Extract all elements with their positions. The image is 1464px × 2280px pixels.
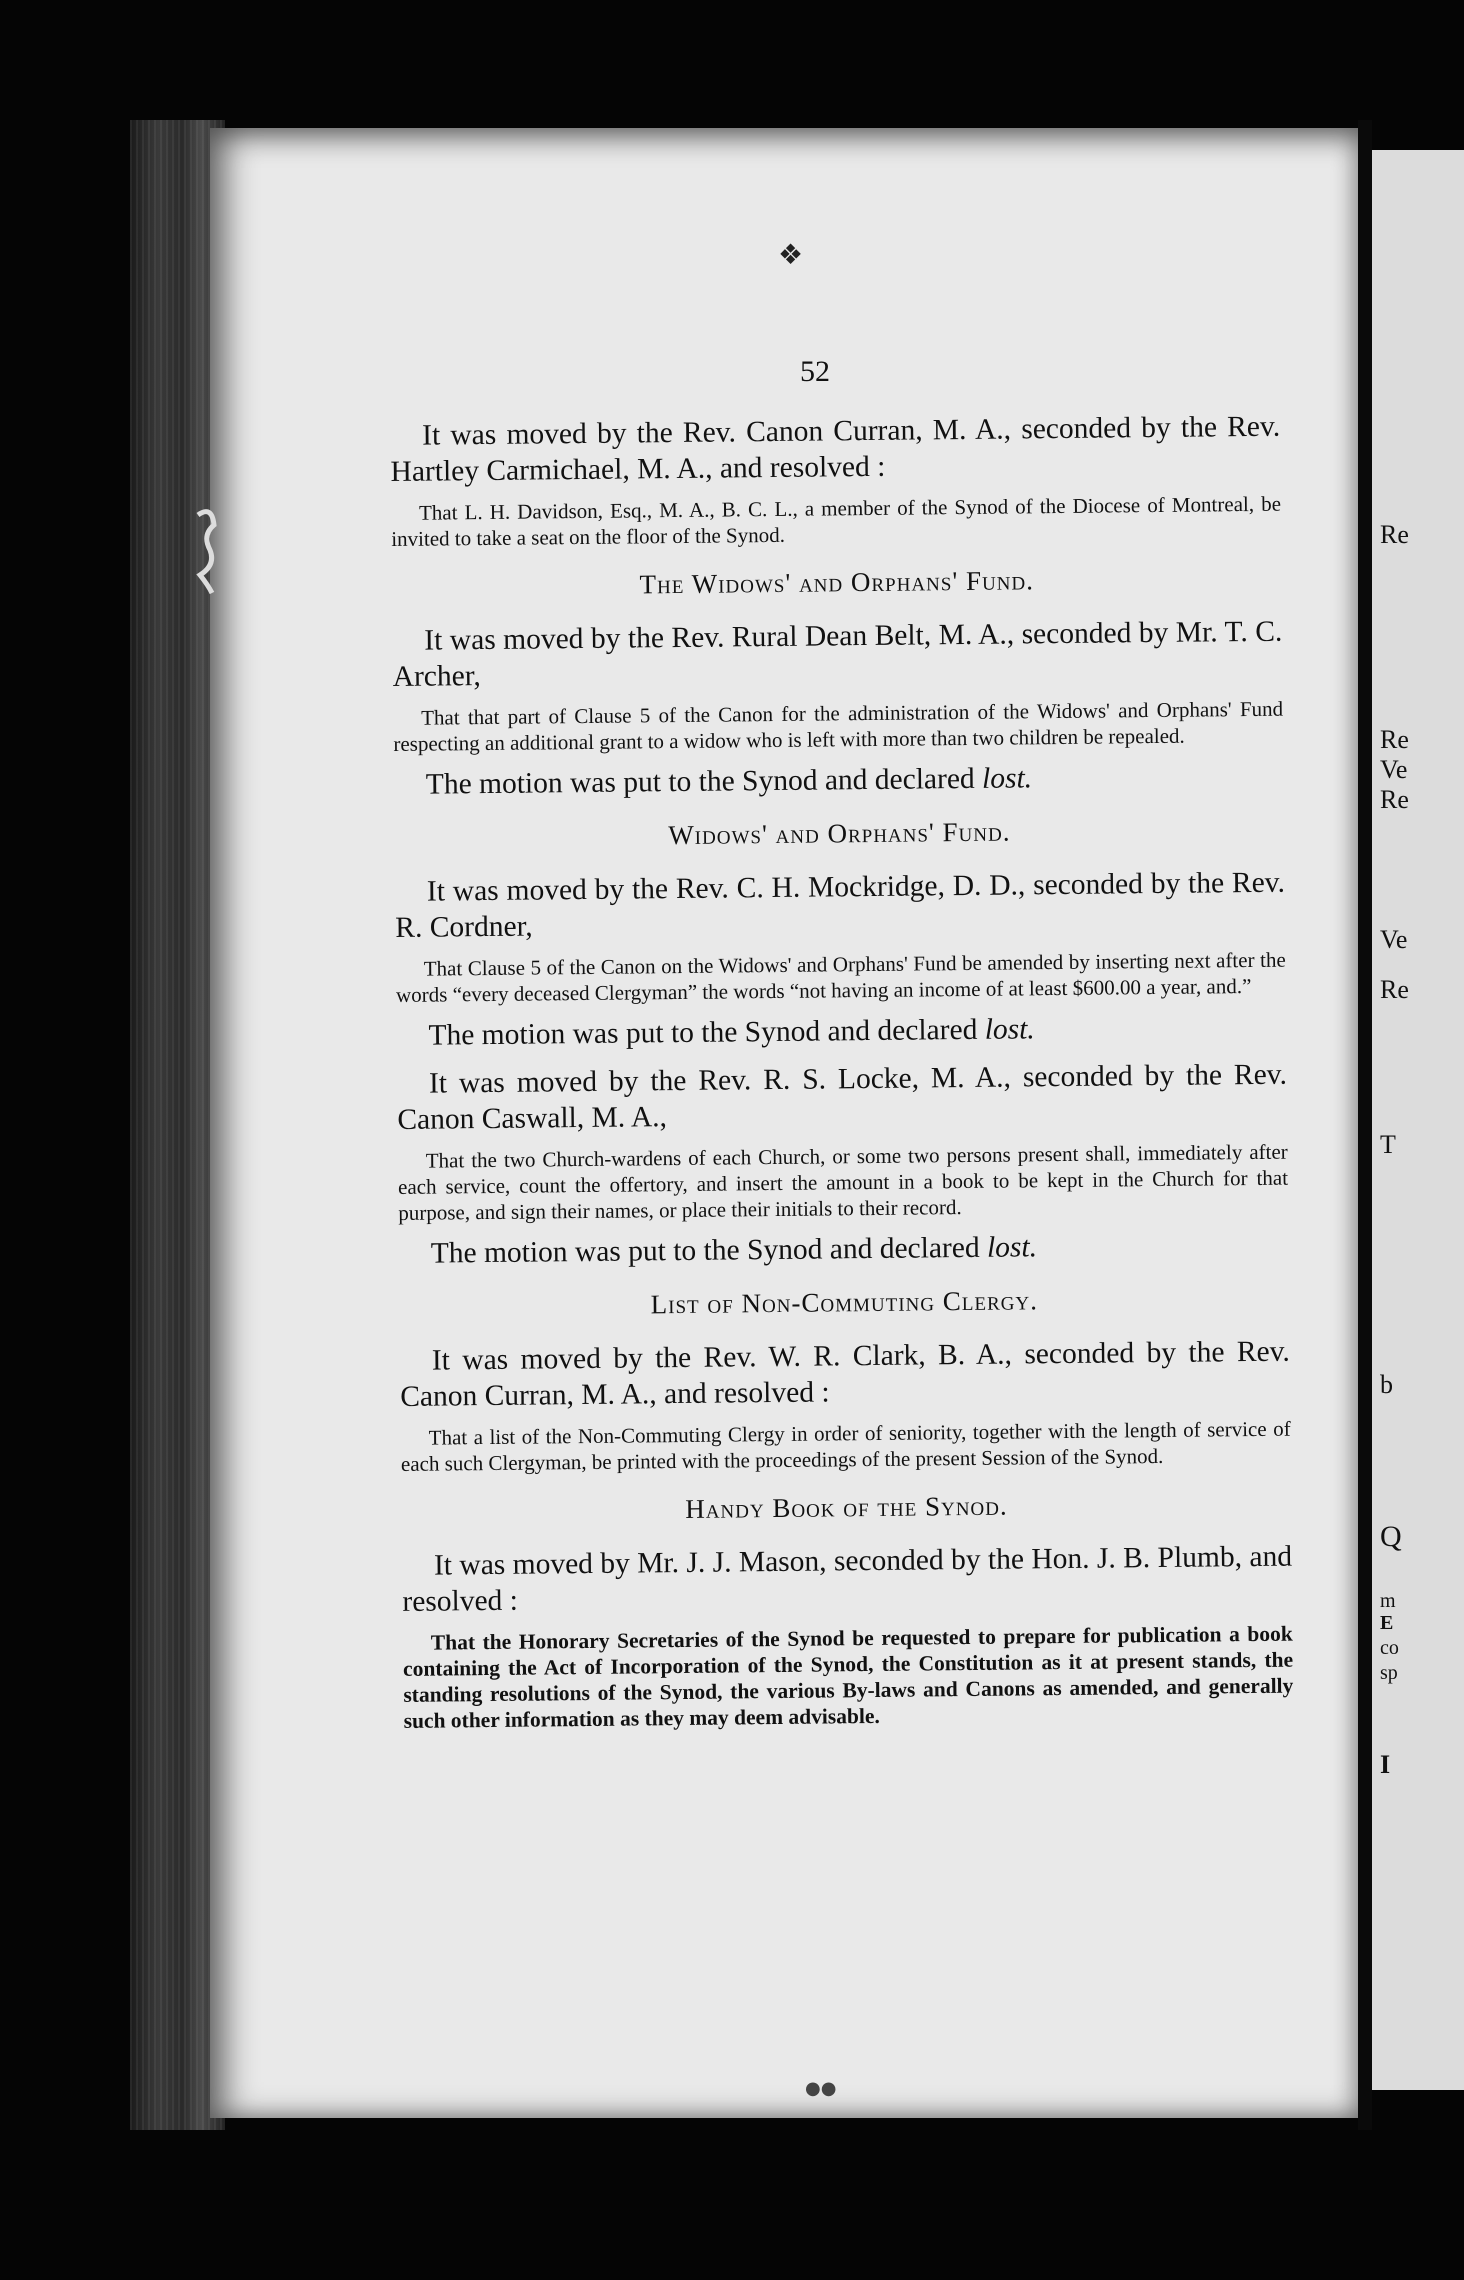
next-page-fragment: Re <box>1380 520 1409 549</box>
result-word: lost. <box>986 1231 1038 1264</box>
motion-result <box>399 1227 1289 1272</box>
motion-paragraph: It was moved by the Rev. Rural Dean Belt, M. A., seconded by Mr. T. C. Archer, <box>392 615 1283 693</box>
right-page-fragment <box>1372 150 1464 2090</box>
motion-paragraph: It was moved by the Rev. C. H. Mockridge, D. D., seconded by the Rev. R. Cordner, <box>395 866 1286 944</box>
book-gutter <box>1358 120 1372 2130</box>
section-heading: Handy Book of the Synod. <box>685 1490 1008 1524</box>
next-page-fragment: Re <box>1380 975 1409 1004</box>
next-page-fragment: I <box>1380 1750 1391 1779</box>
next-page-fragment: Ve <box>1380 755 1408 784</box>
motion-paragraph: It was moved by Mr. J. J. Mason, seconded by the Hon. J. B. Plumb, and resolved : <box>402 1540 1293 1618</box>
result-word: lost. <box>984 1013 1035 1046</box>
next-page-fragment: Q <box>1380 1520 1402 1553</box>
page-number: 52 <box>800 355 830 388</box>
resolution-text: That a list of the Non-Commuting Clergy in order of seniority, together with the length of service of each such Clergyman, be printed with the proceedings of the present Session of the Synod. <box>400 1416 1291 1476</box>
resolution-text: That L. H. Davidson, Esq., M. A., B. C. L., a member of the Synod of the Diocese of Montreal, be invited to take a seat on the floor of the Synod. <box>391 491 1282 551</box>
motion-result <box>394 758 1284 803</box>
next-page-fragment: b <box>1380 1370 1393 1399</box>
section-heading: List of Non-Commuting Clergy. <box>650 1285 1039 1320</box>
next-page-fragment: T <box>1380 1130 1396 1159</box>
result-text: The motion was put to the Synod and declared <box>425 762 975 801</box>
result-text: The motion was put to the Synod and declared <box>430 1231 980 1270</box>
next-page-fragment: m <box>1380 1590 1396 1612</box>
section-heading: The Widows' and Orphans' Fund. <box>639 565 1035 600</box>
motion-paragraph: It was moved by the Rev. R. S. Locke, M. A., seconded by the Rev. Canon Caswall, M. A., <box>397 1058 1288 1136</box>
page-body <box>390 409 1294 1744</box>
result-text: The motion was put to the Synod and declared <box>428 1013 978 1052</box>
section-heading: Widows' and Orphans' Fund. <box>668 816 1011 851</box>
result-word: lost. <box>981 762 1033 795</box>
next-page-fragment: co <box>1380 1637 1399 1659</box>
library-stamp-mark: ●● <box>805 2078 837 2099</box>
next-page-fragment: Ve <box>1380 925 1408 954</box>
motion-paragraph: It was moved by the Rev. W. R. Clark, B. A., seconded by the Rev. Canon Curran, M. A., and resolved : <box>400 1335 1290 1413</box>
next-page-fragment: E <box>1380 1612 1394 1634</box>
margin-ink-mark <box>192 505 220 595</box>
next-page-fragment: Re <box>1380 785 1409 814</box>
motion-paragraph: It was moved by the Rev. Canon Curran, M. A., seconded by the Rev. Hartley Carmichael, M. A., and resolved : <box>390 410 1281 488</box>
next-page-fragment: sp <box>1380 1662 1398 1684</box>
resolution-text: That the Honorary Secretaries of the Synod be requested to prepare for publication a book containing the Act of Incorporation of the Synod, the Constitution as it at present stands, the standing resolutions of the Synod, the various By-laws and Canons as amended, and generally such other information as they may deem advisable. <box>402 1621 1294 1733</box>
resolution-text: That that part of Clause 5 of the Canon for the administration of the Widows' and Orphans' Fund respecting an additional grant to a widow who is left with more than two children be repealed. <box>393 696 1284 756</box>
ink-blot-ornament: ❖ <box>778 238 804 271</box>
resolution-text: That the two Church-wardens of each Church, or some two persons present shall, immediately after each service, count the offertory, and insert the amount in a book to be kept in the Church for that purpose, and sign their names, or place their initials to their record. <box>397 1139 1289 1225</box>
next-page-fragment: Re <box>1380 725 1409 754</box>
resolution-text: That Clause 5 of the Canon on the Widows' and Orphans' Fund be amended by inserting next after the words “every deceased Clergyman” the words “not having an income of at least $600.00 a year, and.” <box>395 947 1286 1007</box>
motion-result <box>396 1009 1286 1054</box>
